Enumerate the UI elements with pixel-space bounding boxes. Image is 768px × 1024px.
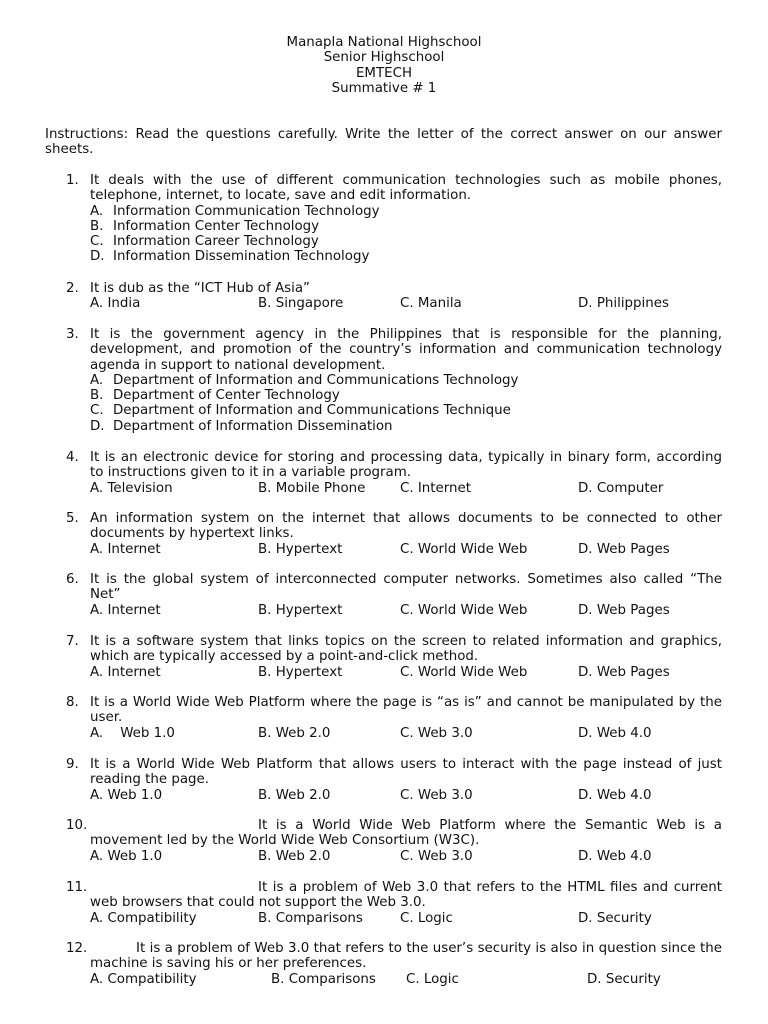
- choice: C. Information Career Technology: [90, 234, 319, 250]
- choice: A. Information Communication Technology: [90, 203, 380, 219]
- option-d: D. Web Pages: [578, 602, 670, 618]
- choice: D. Department of Information Dissemination: [90, 418, 393, 434]
- question-8: [45, 695, 722, 741]
- option-b: B. Hypertext: [258, 664, 343, 680]
- options-row: [45, 911, 722, 926]
- option-a: A. Web 1.0: [90, 725, 175, 741]
- option-c: C. Internet: [400, 480, 472, 496]
- option-d: D. Web 4.0: [578, 787, 652, 803]
- option-b: B. Comparisons: [271, 971, 376, 987]
- options-row: [45, 788, 722, 803]
- option-b: B. Web 2.0: [258, 787, 331, 803]
- option-c: C. Logic: [406, 971, 459, 987]
- option-a: A. Internet: [90, 541, 161, 557]
- option-a: A. Compatibility: [90, 910, 197, 926]
- option-a: A. India: [90, 296, 141, 312]
- option-b: B. Web 2.0: [258, 848, 331, 864]
- option-b: B. Singapore: [258, 296, 344, 312]
- options-row: [45, 849, 722, 864]
- question-stem: It is a problem of Web 3.0 that refers to the HTML files and current web browsers that could not support the Web 3.0.: [90, 880, 722, 911]
- option-d: D. Computer: [578, 480, 664, 496]
- choice: B. Information Center Technology: [90, 218, 320, 234]
- document-header: [0, 35, 768, 96]
- question-7: [45, 634, 722, 680]
- question-number: 12.: [66, 941, 88, 956]
- question-6: [45, 572, 722, 618]
- option-a: A. Web 1.0: [90, 848, 163, 864]
- question-4: [45, 450, 722, 496]
- option-a: A. Web 1.0: [90, 787, 163, 803]
- question-11: [45, 880, 722, 926]
- choice: B. Department of Center Technology: [90, 388, 340, 404]
- option-c: C. World Wide Web: [400, 602, 528, 618]
- option-b: B. Hypertext: [258, 602, 343, 618]
- option-b: B. Mobile Phone: [258, 480, 366, 496]
- question-number: 6.: [66, 572, 79, 587]
- options-row: [45, 542, 722, 557]
- school-name: Manapla National Highschool: [286, 35, 482, 50]
- instructions: Instructions: Read the questions carefully. Write the letter of the correct answer on our answer sheets.: [45, 127, 722, 158]
- question-number: 2.: [66, 281, 79, 296]
- option-c: C. World Wide Web: [400, 541, 528, 557]
- question-stem: It is a problem of Web 3.0 that refers to the user’s security is also in question since the machine is saving his or her preferences.: [90, 941, 722, 972]
- question-12: [45, 941, 722, 987]
- question-2: [45, 281, 722, 312]
- option-c: C. Web 3.0: [400, 787, 473, 803]
- option-d: D. Security: [578, 910, 652, 926]
- question-stem: An information system on the internet that allows documents to be connected to other documents by hypertext links.: [90, 511, 722, 542]
- question-number: 11.: [66, 880, 88, 895]
- question-number: 5.: [66, 511, 79, 526]
- question-stem: It is the government agency in the Philippines that is responsible for the planning, development, and promotion of the country’s information and communication technology agenda in support to national development.: [90, 327, 722, 373]
- option-c: C. Logic: [400, 910, 453, 926]
- question-10: [45, 818, 722, 864]
- option-d: D. Web Pages: [578, 664, 670, 680]
- question-number: 8.: [66, 695, 79, 710]
- choice: A. Department of Information and Communications Technology: [90, 372, 519, 388]
- option-a: A. Internet: [90, 664, 161, 680]
- option-d: D. Web 4.0: [578, 725, 652, 741]
- question-number: 1.: [66, 173, 79, 188]
- school-level: Senior Highschool: [323, 50, 445, 66]
- option-d: D. Web 4.0: [578, 848, 652, 864]
- choice: D. Information Dissemination Technology: [90, 249, 370, 265]
- option-c: C. World Wide Web: [400, 664, 528, 680]
- question-number: 10.: [66, 818, 88, 833]
- question-stem: It deals with the use of different communication technologies such as mobile phones, telephone, internet, to locate, save and edit information.: [90, 173, 722, 204]
- question-9: [45, 757, 722, 803]
- subject-title: EMTECH: [355, 65, 413, 81]
- options-row: [45, 481, 722, 496]
- option-b: B. Web 2.0: [258, 725, 331, 741]
- option-d: D. Philippines: [578, 296, 669, 312]
- question-3: [45, 327, 722, 434]
- question-stem: It is dub as the “ICT Hub of Asia”: [90, 281, 310, 296]
- option-a: A. Internet: [90, 602, 161, 618]
- question-stem: It is a World Wide Web Platform where the Semantic Web is a movement led by the World Wide Web Consortium (W3C).: [90, 818, 722, 849]
- question-stem: It is a software system that links topics on the screen to related information and graphics, which are typically accessed by a point-and-click method.: [90, 634, 722, 665]
- options-row: [45, 603, 722, 618]
- question-stem: It is an electronic device for storing and processing data, typically in binary form, according to instructions given to it in a variable program.: [90, 450, 722, 481]
- question-stem: It is the global system of interconnected computer networks. Sometimes also called “The Net”: [90, 572, 722, 603]
- question-number: 3.: [66, 327, 79, 342]
- option-c: C. Manila: [400, 296, 462, 312]
- options-row: [45, 296, 722, 311]
- question-5: [45, 511, 722, 557]
- option-b: B. Comparisons: [258, 910, 363, 926]
- option-c: C. Web 3.0: [400, 848, 473, 864]
- options-row: [45, 726, 722, 741]
- test-title: Summative # 1: [331, 80, 437, 96]
- question-number: 4.: [66, 450, 79, 465]
- option-b: B. Hypertext: [258, 541, 343, 557]
- question-stem: It is a World Wide Web Platform that allows users to interact with the page instead of just reading the page.: [90, 757, 722, 788]
- question-number: 7.: [66, 634, 79, 649]
- options-row: [45, 665, 722, 680]
- option-d: D. Web Pages: [578, 541, 670, 557]
- question-number: 9.: [66, 757, 79, 772]
- question-stem: It is a World Wide Web Platform where the page is “as is” and cannot be manipulated by the user.: [90, 695, 722, 726]
- option-a: A. Compatibility: [90, 971, 197, 987]
- question-1: [45, 173, 722, 265]
- choice: C. Department of Information and Communications Technique: [90, 403, 511, 419]
- options-row: [45, 972, 722, 987]
- option-c: C. Web 3.0: [400, 725, 473, 741]
- option-a: A. Television: [90, 480, 173, 496]
- option-d: D. Security: [587, 971, 661, 987]
